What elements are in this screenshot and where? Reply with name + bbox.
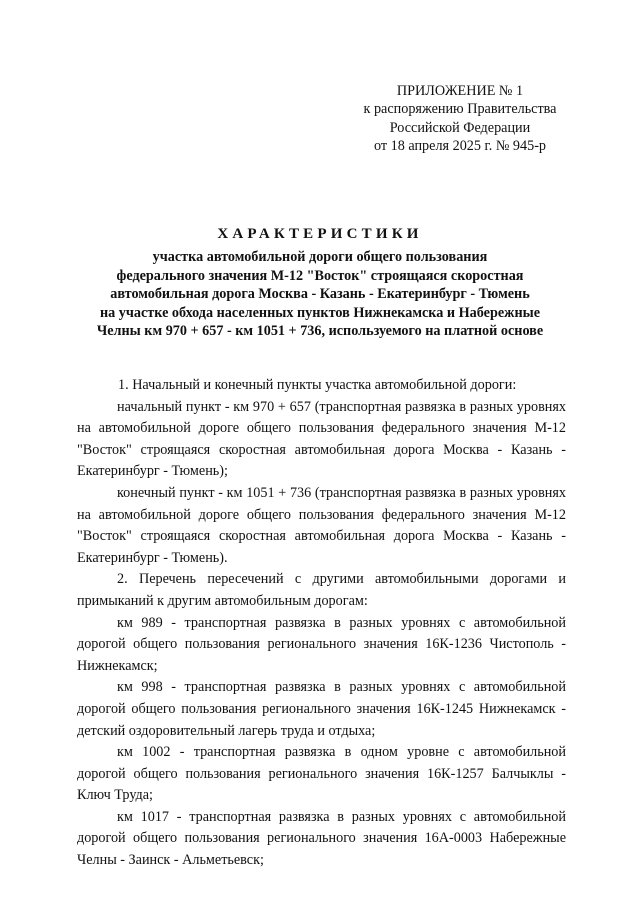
appendix-authority: Российской Федерации	[389, 119, 531, 136]
document-subtitle	[60, 248, 580, 341]
appendix-date: от 18 апреля 2025 г. № 945-р	[373, 138, 547, 155]
section-1-heading: 1. Начальный и конечный пункты участка автомобильной дороги:	[118, 377, 517, 393]
section-2-heading: 2. Перечень пересечений с другими автомобильными дорогами и примыканий к другим автомобильным дорогам:	[77, 571, 566, 609]
subtitle-line: федерального значения М-12 "Восток" строящаяся скоростная	[116, 267, 524, 284]
appendix-number: ПРИЛОЖЕНИЕ № 1	[396, 83, 524, 99]
appendix-reference: к распоряжению Правительства	[363, 101, 557, 118]
subtitle-line: на участке обхода населенных пунктов Нижнекамска и Набережные	[99, 304, 540, 321]
subtitle-line: участка автомобильной дороги общего пользования	[152, 249, 488, 265]
subtitle-line: Челны км 970 + 657 - км 1051 + 736, используемого на платной основе	[96, 323, 544, 340]
end-point-paragraph: конечный пункт - км 1051 + 736 (транспортная развязка в разных уровнях на автомобильной дороге общего пользования федерального значения М-12 "Восток" строящаяся скоростная автомобильная дорога Москва - Казань - Екатеринбург - Тюмень).	[77, 484, 566, 566]
document-body	[77, 375, 566, 872]
intersection-item: км 989 - транспортная развязка в разных уровнях с автомобильной дорогой общего пользования регионального значения 16К-1236 Чистополь - Нижнекамск;	[77, 614, 566, 674]
start-point-paragraph: начальный пункт - км 970 + 657 (транспортная развязка в разных уровнях на автомобильной дороге общего пользования федерального значения М-12 "Восток" строящаяся скоростная автомобильная дорога Москва - Казань - Екатеринбург - Тюмень);	[77, 398, 566, 480]
document-title: ХАРАКТЕРИСТИКИ	[217, 226, 423, 242]
intersection-item: км 1002 - транспортная развязка в одном уровне с автомобильной дорогой общего пользования регионального значения 16К-1257 Балчыклы - Ключ Труда;	[77, 744, 566, 804]
subtitle-line: автомобильная дорога Москва - Казань - Екатеринбург - Тюмень	[110, 286, 530, 303]
intersection-item: км 998 - транспортная развязка в разных уровнях с автомобильной дорогой общего пользования регионального значения 16К-1245 Нижнекамск - детский оздоровительный лагерь труда и отдыха;	[77, 679, 566, 739]
appendix-header	[330, 82, 590, 156]
intersection-item: км 1017 - транспортная развязка в разных уровнях с автомобильной дорогой общего пользования регионального значения 16А-0003 Набережные Челны - Заинск - Альметьевск;	[77, 808, 566, 869]
